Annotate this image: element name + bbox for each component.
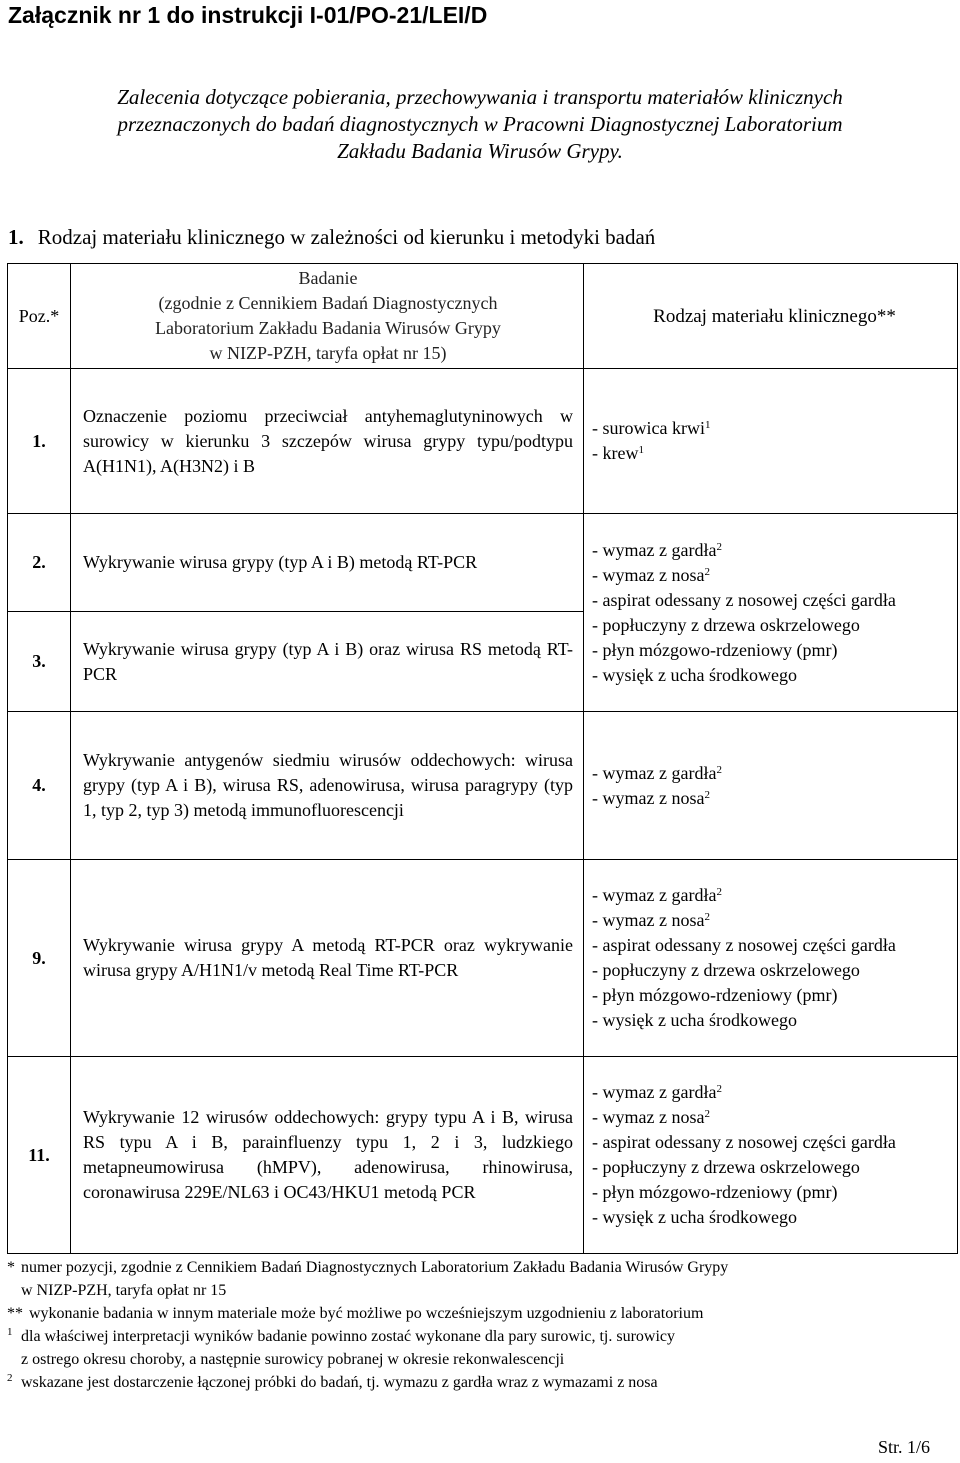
table-header-row [8,264,958,369]
material-item: - wymaz z gardła$^2$ [592,539,722,560]
row-study: Oznaczenie poziomu przeciwciał antyhemaglutyninowych w surowicy w kierunku 3 szczepów wirusa grypy typu/podtypu A(H1N1), A(H3N2) i B [71,369,584,514]
footnote-text: wskazane jest dostarczenie łączonej próbki do badań, tj. wymazu z gardła wraz z wymazami z nosa [21,1374,658,1391]
footnote [7,1302,952,1325]
intro-line: Zakładu Badania Wirusów Grypy. [337,139,623,163]
attachment-title: Załącznik nr 1 do instrukcji I-01/PO-21/LEI/D [8,2,488,28]
table-row [8,712,958,860]
material-item: - wymaz z gardła$^2$ [592,762,722,783]
table-row [8,369,958,514]
material-item: - wymaz z nosa$^2$ [592,787,710,808]
footnote-text: z ostrego okresu choroby, a następnie surowicy pobranej w okresie rekonwalescencji [21,1351,565,1368]
header-pos: Poz.* [8,264,71,369]
material-item: - wysięk z ucha środkowego [592,664,797,685]
row-pos: 2. [8,514,71,612]
header-material: Rodzaj materiału klinicznego** [584,264,958,369]
row-pos: 4. [8,712,71,860]
row-study: Wykrywanie antygenów siedmiu wirusów oddechowych: wirusa grypy (typ A i B), wirusa RS, adenowirusa, wirusa paragrypy (typ 1, typ 2, typ 3) metodą immunofluorescencji [71,712,584,860]
row-materials [584,860,958,1057]
footnote [7,1325,952,1371]
header-study [71,264,584,369]
row-pos: 3. [8,612,71,712]
footnote-marker: ** [7,1305,23,1322]
footnote-text: dla właściwej interpretacji wyników badanie powinno zostać wykonane dla pary surowic, tj. surowicy [21,1328,676,1345]
section-heading [8,225,655,250]
row-study: Wykrywanie wirusa grypy (typ A i B) metodą RT-PCR [71,514,584,612]
page-number: Str. 1/6 [877,1437,930,1457]
material-item: - wymaz z nosa$^2$ [592,910,710,930]
footnotes [7,1256,952,1394]
material-item: - popłuczyny z drzewa oskrzelowego [592,1157,860,1177]
footnote-marker: 2 [7,1372,13,1384]
row-materials [584,712,958,860]
material-item: - płyn mózgowo-rdzeniowy (pmr) [592,985,838,1005]
section-title: Rodzaj materiału klinicznego w zależności od kierunku i metodyki badań [37,225,656,249]
footnote-marker: * [7,1259,15,1276]
material-item: - surowica krwi$^1$ [592,418,711,438]
material-item: - aspirat odessany z nosowej części gardła [592,1132,896,1152]
row-materials [584,514,958,712]
material-item: - wymaz z nosa$^2$ [592,1107,710,1127]
header-study-line: w NIZP-PZH, taryfa opłat nr 15) [209,343,447,363]
header-study-line: (zgodnie z Cennikiem Badań Diagnostycznych [158,293,498,313]
row-pos: 9. [8,860,71,1057]
footnote [7,1256,952,1302]
material-item: - wymaz z gardła$^2$ [592,885,722,905]
footnote-marker: 1 [7,1326,13,1338]
material-item: - wymaz z nosa$^2$ [592,564,710,585]
document-intro [30,84,930,165]
row-materials [584,369,958,514]
material-item: - płyn mózgowo-rdzeniowy (pmr) [592,639,838,660]
intro-line: przeznaczonych do badań diagnostycznych w Pracowni Diagnostycznej Laboratorium [117,112,843,136]
material-item: - aspirat odessany z nosowej części gardła [592,589,896,610]
table-row [8,860,958,1057]
footnote-text: w NIZP-PZH, taryfa opłat nr 15 [21,1282,227,1299]
footnote [7,1371,952,1394]
material-item: - wysięk z ucha środkowego [592,1207,797,1227]
table-row [8,1057,958,1254]
row-study: Wykrywanie 12 wirusów oddechowych: grypy typu A i B, wirusa RS typu A i B, parainfluenzy typu 1, 2 i 3, ludzkiego metapneumowirusa (hMPV), adenowirusa, rhinowirusa, coronawirusa 229E/NL63 i OC43/HKU1 metodą PCR [71,1057,584,1254]
material-item: - wymaz z gardła$^2$ [592,1082,722,1102]
footnote-text: numer pozycji, zgodnie z Cennikiem Badań Diagnostycznych Laboratorium Zakładu Badania Wirusów Grypy [21,1259,729,1276]
material-table [7,263,958,1254]
table-row [8,514,958,612]
section-number: 1. [8,225,24,249]
intro-line: Zalecenia dotyczące pobierania, przechowywania i transportu materiałów klinicznych [117,85,843,109]
material-item: - krew$^1$ [592,443,644,463]
footnote-text: wykonanie badania w innym materiale może być możliwe po wcześniejszym uzgodnieniu z laboratorium [29,1305,704,1322]
row-pos: 1. [8,369,71,514]
row-study: Wykrywanie wirusa grypy (typ A i B) oraz wirusa RS metodą RT-PCR [71,612,584,712]
material-item: - popłuczyny z drzewa oskrzelowego [592,614,860,635]
material-item: - aspirat odessany z nosowej części gardła [592,935,896,955]
row-materials [584,1057,958,1254]
row-pos: 11. [8,1057,71,1254]
material-item: - wysięk z ucha środkowego [592,1010,797,1030]
material-item: - popłuczyny z drzewa oskrzelowego [592,960,860,980]
header-study-line: Laboratorium Zakładu Badania Wirusów Grypy [155,318,501,338]
header-study-line: Badanie [298,268,358,288]
material-item: - płyn mózgowo-rdzeniowy (pmr) [592,1182,838,1202]
row-study: Wykrywanie wirusa grypy A metodą RT-PCR oraz wykrywanie wirusa grypy A/H1N1/v metodą Real Time RT-PCR [71,860,584,1057]
